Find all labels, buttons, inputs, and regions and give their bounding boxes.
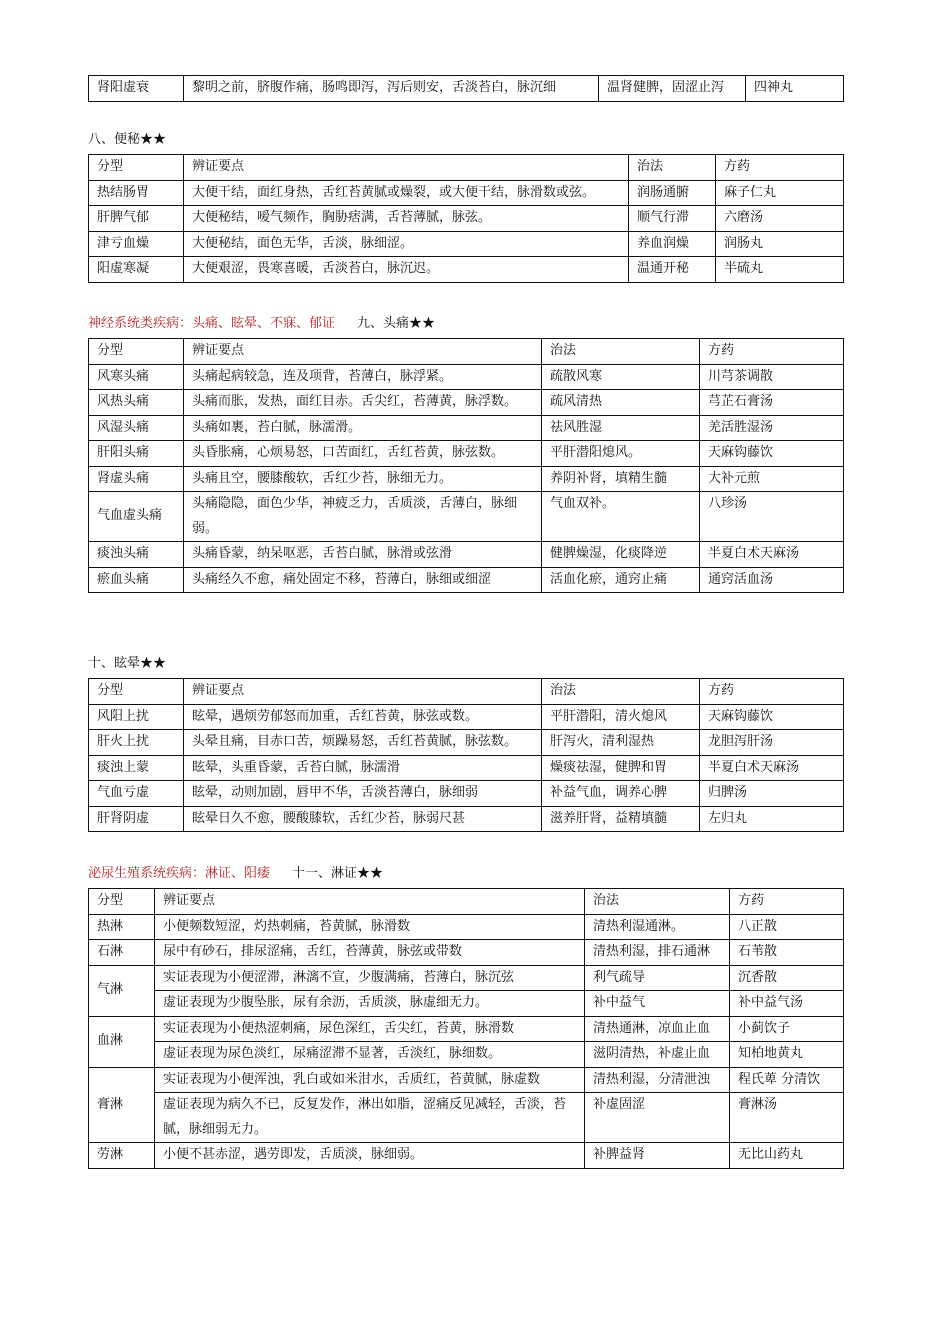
constipation-heading: 八、便秘★★ xyxy=(88,132,167,147)
type-cell: 气血亏虚 xyxy=(89,781,184,807)
points-cell: 头痛昏蒙，纳呆呕恶，舌苔白腻，脉滑或弦滑 xyxy=(184,542,542,568)
constipation-table xyxy=(88,154,843,283)
method-cell: 补脾益肾 xyxy=(585,1143,730,1169)
method-cell: 补益气血，调养心脾 xyxy=(542,781,700,807)
type-cell: 风湿头痛 xyxy=(89,415,184,441)
method-cell: 温通开秘 xyxy=(629,257,716,283)
points-cell: 小便不甚赤涩，遇劳即发，舌质淡，脉细弱。 xyxy=(155,1143,585,1169)
type-cell: 血淋 xyxy=(89,1016,155,1067)
points-cell: 大便艰涩，畏寒喜暖，舌淡苔白，脉沉迟。 xyxy=(184,257,629,283)
table-row xyxy=(89,567,844,593)
method-cell: 健脾燥湿，化痰降逆 xyxy=(542,542,700,568)
method-cell: 补虚固涩 xyxy=(585,1093,730,1143)
formula-cell: 润肠丸 xyxy=(716,231,844,257)
table-row xyxy=(89,364,844,390)
table-row xyxy=(89,415,844,441)
method-cell: 养阴补肾，填精生髓 xyxy=(542,466,700,492)
table-row xyxy=(89,755,844,781)
table-row xyxy=(89,704,844,730)
type-cell: 肝脾气郁 xyxy=(89,206,184,232)
points-cell: 大便秘结，面色无华，舌淡，脉细涩。 xyxy=(184,231,629,257)
method-cell: 温肾健脾，固涩止泻 xyxy=(599,76,746,102)
points-cell: 实证表现为小便涩滞，淋漓不宣，少腹满痛，苔薄白，脉沉弦 xyxy=(155,965,585,991)
table-row xyxy=(89,180,844,206)
stranguria-heading xyxy=(88,862,383,886)
formula-cell: 膏淋汤 xyxy=(730,1093,844,1143)
type-cell: 肝肾阴虚 xyxy=(89,806,184,832)
header-formula: 方药 xyxy=(730,889,844,915)
table-row xyxy=(89,1067,844,1093)
type-cell: 津亏血燥 xyxy=(89,231,184,257)
points-cell: 头痛且空，腰膝酸软，舌红少苔，脉细无力。 xyxy=(184,466,542,492)
header-type: 分型 xyxy=(89,155,184,181)
formula-cell: 归脾汤 xyxy=(700,781,844,807)
type-cell: 风热头痛 xyxy=(89,390,184,416)
method-cell: 肝泻火，清利湿热 xyxy=(542,730,700,756)
type-cell: 瘀血头痛 xyxy=(89,567,184,593)
header-type: 分型 xyxy=(89,339,184,365)
type-cell: 肝火上扰 xyxy=(89,730,184,756)
type-cell: 痰浊头痛 xyxy=(89,542,184,568)
formula-cell: 四神丸 xyxy=(746,76,844,102)
formula-cell: 石苇散 xyxy=(730,940,844,966)
table-row xyxy=(89,730,844,756)
table-row xyxy=(89,781,844,807)
headache-table xyxy=(88,338,843,593)
method-cell: 活血化瘀，通窍止痛 xyxy=(542,567,700,593)
formula-cell: 八正散 xyxy=(730,914,844,940)
header-formula: 方药 xyxy=(700,679,844,705)
table-row xyxy=(89,1143,844,1169)
category-label: 泌尿生殖系统疾病：淋证、阳痿 xyxy=(88,866,271,881)
header-formula: 方药 xyxy=(716,155,844,181)
table-row xyxy=(89,257,844,283)
method-cell: 疏风清热 xyxy=(542,390,700,416)
header-row xyxy=(89,679,844,705)
formula-cell: 八珍汤 xyxy=(700,492,844,542)
type-cell: 热结肠胃 xyxy=(89,180,184,206)
table-row xyxy=(89,940,844,966)
formula-cell: 通窍活血汤 xyxy=(700,567,844,593)
formula-cell: 沉香散 xyxy=(730,965,844,991)
header-row xyxy=(89,889,844,915)
type-cell: 肾虚头痛 xyxy=(89,466,184,492)
formula-cell: 龙胆泻肝汤 xyxy=(700,730,844,756)
method-cell: 清热利湿，分清泄浊 xyxy=(585,1067,730,1093)
method-cell: 清热利湿通淋。 xyxy=(585,914,730,940)
type-cell: 气淋 xyxy=(89,965,155,1016)
header-method: 治法 xyxy=(585,889,730,915)
table-row xyxy=(89,76,844,102)
formula-cell: 麻子仁丸 xyxy=(716,180,844,206)
type-cell: 风阳上扰 xyxy=(89,704,184,730)
header-row xyxy=(89,155,844,181)
points-cell: 头痛如裹，苔白腻，脉濡滑。 xyxy=(184,415,542,441)
header-type: 分型 xyxy=(89,679,184,705)
table-row xyxy=(89,1042,844,1068)
points-cell: 实证表现为小便浑浊，乳白或如米泔水，舌质红，苔黄腻，脉虚数 xyxy=(155,1067,585,1093)
points-cell: 实证表现为小便热涩刺痛，尿色深红，舌尖红，苔黄，脉滑数 xyxy=(155,1016,585,1042)
table-row xyxy=(89,390,844,416)
header-type: 分型 xyxy=(89,889,155,915)
method-cell: 平肝潜阳，清火熄风 xyxy=(542,704,700,730)
table-row xyxy=(89,206,844,232)
header-points: 辨证要点 xyxy=(184,155,629,181)
dizziness-heading: 十、眩晕★★ xyxy=(88,656,167,671)
formula-cell: 知柏地黄丸 xyxy=(730,1042,844,1068)
section-title: 十一、淋证★★ xyxy=(292,866,384,881)
method-cell: 补中益气 xyxy=(585,991,730,1017)
type-cell: 阳虚寒凝 xyxy=(89,257,184,283)
type-cell: 热淋 xyxy=(89,914,155,940)
type-cell: 膏淋 xyxy=(89,1067,155,1143)
table-row xyxy=(89,1093,844,1143)
headache-heading xyxy=(88,312,435,336)
method-cell: 气血双补。 xyxy=(542,492,700,542)
method-cell: 清热利湿，排石通淋 xyxy=(585,940,730,966)
points-cell: 头痛隐隐，面色少华，神疲乏力，舌质淡，舌薄白，脉细弱。 xyxy=(184,492,542,542)
table-row xyxy=(89,492,844,542)
method-cell: 顺气行滞 xyxy=(629,206,716,232)
header-method: 治法 xyxy=(542,339,700,365)
table-row xyxy=(89,1016,844,1042)
method-cell: 滋养肝肾，益精填髓 xyxy=(542,806,700,832)
formula-cell: 无比山药丸 xyxy=(730,1143,844,1169)
type-cell: 石淋 xyxy=(89,940,155,966)
points-cell: 眩晕，遇烦劳郁怒而加重，舌红苔黄，脉弦或数。 xyxy=(184,704,542,730)
method-cell: 平肝潜阳熄风。 xyxy=(542,441,700,467)
header-formula: 方药 xyxy=(700,339,844,365)
dizziness-table xyxy=(88,678,843,832)
method-cell: 滋阴清热，补虚止血 xyxy=(585,1042,730,1068)
formula-cell: 大补元煎 xyxy=(700,466,844,492)
table-row xyxy=(89,965,844,991)
points-cell: 眩晕，头重昏蒙，舌苔白腻，脉濡滑 xyxy=(184,755,542,781)
points-cell: 头痛而胀，发热，面红目赤。舌尖红，苔薄黄，脉浮数。 xyxy=(184,390,542,416)
method-cell: 养血润燥 xyxy=(629,231,716,257)
formula-cell: 半硫丸 xyxy=(716,257,844,283)
points-cell: 虚证表现为少腹坠胀，尿有余沥，舌质淡，脉虚细无力。 xyxy=(155,991,585,1017)
table-row xyxy=(89,991,844,1017)
method-cell: 祛风胜湿 xyxy=(542,415,700,441)
points-cell: 头昏胀痛，心烦易怒，口苦面红，舌红苔黄，脉弦数。 xyxy=(184,441,542,467)
points-cell: 眩晕，动则加剧，唇甲不华，舌淡苔薄白，脉细弱 xyxy=(184,781,542,807)
header-points: 辨证要点 xyxy=(184,679,542,705)
points-cell: 黎明之前，脐腹作痛，肠鸣即泻，泻后则安，舌淡苔白，脉沉细 xyxy=(184,76,599,102)
table-row xyxy=(89,914,844,940)
formula-cell: 半夏白术天麻汤 xyxy=(700,755,844,781)
points-cell: 小便频数短涩，灼热刺痛，苔黄腻，脉滑数 xyxy=(155,914,585,940)
formula-cell: 天麻钩藤饮 xyxy=(700,704,844,730)
formula-cell: 半夏白术天麻汤 xyxy=(700,542,844,568)
points-cell: 虚证表现为病久不已，反复发作，淋出如脂，涩痛反见减轻，舌淡，苔腻，脉细弱无力。 xyxy=(155,1093,585,1143)
formula-cell: 小蓟饮子 xyxy=(730,1016,844,1042)
points-cell: 大便秘结，嗳气频作，胸胁痞满，舌苔薄腻，脉弦。 xyxy=(184,206,629,232)
formula-cell: 左归丸 xyxy=(700,806,844,832)
type-cell: 肝阳头痛 xyxy=(89,441,184,467)
points-cell: 虚证表现为尿色淡红，尿痛涩滞不显著，舌淡红，脉细数。 xyxy=(155,1042,585,1068)
points-cell: 眩晕日久不愈，腰酸膝软，舌红少苔，脉弱尺甚 xyxy=(184,806,542,832)
table-row xyxy=(89,542,844,568)
method-cell: 燥痰祛湿，健脾和胃 xyxy=(542,755,700,781)
header-method: 治法 xyxy=(542,679,700,705)
formula-cell: 程氏萆 分清饮 xyxy=(730,1067,844,1093)
points-cell: 大便干结，面红身热，舌红苔黄腻或燥裂，或大便干结，脉滑数或弦。 xyxy=(184,180,629,206)
method-cell: 润肠通腑 xyxy=(629,180,716,206)
section-title: 九、头痛★★ xyxy=(357,316,436,331)
formula-cell: 补中益气汤 xyxy=(730,991,844,1017)
formula-cell: 芎芷石膏汤 xyxy=(700,390,844,416)
header-method: 治法 xyxy=(629,155,716,181)
formula-cell: 天麻钩藤饮 xyxy=(700,441,844,467)
method-cell: 清热通淋，凉血止血 xyxy=(585,1016,730,1042)
type-cell: 风寒头痛 xyxy=(89,364,184,390)
type-cell: 劳淋 xyxy=(89,1143,155,1169)
table-row xyxy=(89,466,844,492)
type-cell: 痰浊上蒙 xyxy=(89,755,184,781)
formula-cell: 川芎茶调散 xyxy=(700,364,844,390)
header-row xyxy=(89,339,844,365)
top-partial-table xyxy=(88,75,843,102)
points-cell: 头痛经久不愈，痛处固定不移，苔薄白，脉细或细涩 xyxy=(184,567,542,593)
header-points: 辨证要点 xyxy=(155,889,585,915)
table-row xyxy=(89,231,844,257)
points-cell: 尿中有砂石，排尿涩痛，舌红，苔薄黄，脉弦或带数 xyxy=(155,940,585,966)
points-cell: 头晕且痛，目赤口苦，烦躁易怒，舌红苔黄腻，脉弦数。 xyxy=(184,730,542,756)
points-cell: 头痛起病较急，连及项背，苔薄白，脉浮紧。 xyxy=(184,364,542,390)
method-cell: 利气疏导 xyxy=(585,965,730,991)
method-cell: 疏散风寒 xyxy=(542,364,700,390)
table-row xyxy=(89,441,844,467)
formula-cell: 羌活胜湿汤 xyxy=(700,415,844,441)
stranguria-table xyxy=(88,888,843,1169)
type-cell: 气血虚头痛 xyxy=(89,492,184,542)
table-row xyxy=(89,806,844,832)
type-cell: 肾阳虚衰 xyxy=(89,76,184,102)
formula-cell: 六磨汤 xyxy=(716,206,844,232)
header-points: 辨证要点 xyxy=(184,339,542,365)
category-label: 神经系统类疾病：头痛、眩晕、不寐、郁证 xyxy=(88,316,336,331)
